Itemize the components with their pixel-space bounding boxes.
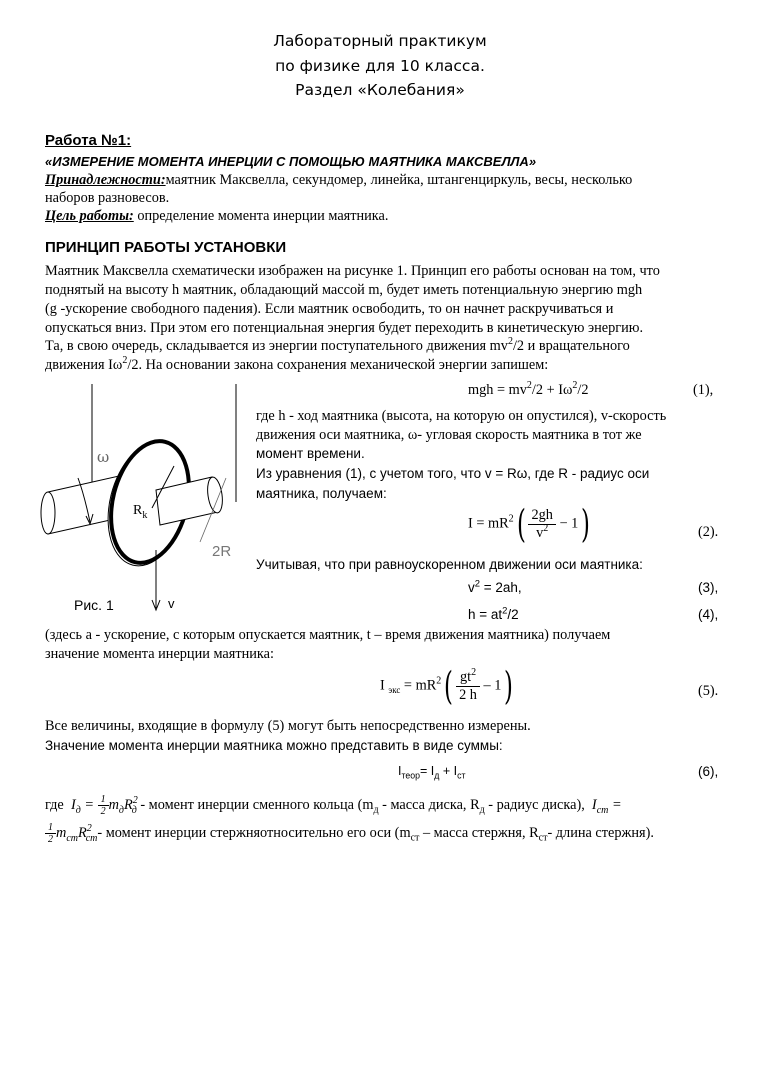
after1-line-1: где h - ход маятника (высота, на которую он опустился), v-скорость bbox=[256, 408, 667, 424]
supplies-line-2: наборов разновесов. bbox=[45, 190, 170, 206]
eq2-lhs: I = mR bbox=[468, 515, 509, 532]
figure-v-label: v bbox=[168, 596, 175, 611]
after4-line-2: значение момента инерции маятника: bbox=[45, 646, 274, 662]
eq5-sq: 2 bbox=[436, 675, 442, 687]
eq5-lparen: ( bbox=[444, 664, 454, 708]
intro-l6-a: движения Iω bbox=[45, 357, 123, 373]
final-id-mid: - масса диска, R bbox=[378, 796, 480, 813]
equation-5 bbox=[380, 664, 516, 708]
eq3-a: v bbox=[468, 580, 475, 595]
figure-rk-sub: k bbox=[142, 510, 148, 521]
equation-2-number: (2). bbox=[698, 524, 719, 540]
intro-l6-c: /2. На основании закона сохранения механической энергии запишем: bbox=[127, 357, 549, 373]
eq2-minus-one: − 1 bbox=[559, 515, 579, 532]
eq6-a-sub: теор bbox=[401, 770, 420, 781]
final-line-2 bbox=[45, 822, 654, 845]
eq6-b-sub: д bbox=[434, 770, 440, 781]
rod-inertia-lhs: $I_{ст}$ = bbox=[588, 796, 622, 816]
eq5-minus-one: – 1 bbox=[483, 677, 502, 694]
final-ist-text: - момент инерции стержняотносительно его оси (m bbox=[97, 824, 411, 841]
sum-intro-line: Значение момента инерции маятника можно представить в виде суммы: bbox=[45, 738, 503, 753]
eq5-denominator: 2 h bbox=[459, 686, 477, 703]
eq4-c: /2 bbox=[507, 607, 519, 622]
eq6-c: + I bbox=[439, 764, 458, 778]
eq1-a: mgh = mv bbox=[468, 382, 527, 398]
eq1-sup1: 2 bbox=[526, 380, 532, 392]
equation-4-number: (4), bbox=[698, 607, 719, 622]
section-title: ПРИНЦИП РАБОТЫ УСТАНОВКИ bbox=[45, 239, 287, 256]
final-line-1 bbox=[45, 794, 622, 817]
uniform-motion-line: Учитывая, что при равноускоренном движении оси маятника: bbox=[256, 557, 643, 572]
eq2-denominator bbox=[528, 522, 555, 542]
eq5-fraction bbox=[456, 666, 480, 704]
work-number: Работа №1: bbox=[45, 132, 132, 149]
eq6-c-sub: ст bbox=[457, 770, 466, 781]
eq3-c: = 2ah, bbox=[480, 580, 522, 595]
eq5-eq: = mR bbox=[400, 677, 437, 694]
after1-line-3: момент времени. bbox=[256, 446, 365, 461]
eq4-a: h = at bbox=[468, 607, 503, 622]
intro-line-6 bbox=[45, 357, 548, 374]
eq5-lhs: I bbox=[380, 677, 385, 694]
intro-line-2: поднятый на высоту h маятник, обладающий массой m, будет иметь потенциальную энергию mgh bbox=[45, 282, 643, 298]
intro-line-4: опускаться вниз. При этом его потенциальная энергия будет переходить в кинетическую энергию. bbox=[45, 320, 644, 336]
final-ist-sub1: ст bbox=[410, 832, 420, 844]
eq2-numerator: 2gh bbox=[528, 507, 555, 525]
measured-line: Все величины, входящие в формулу (5) могут быть непосредственно измерены. bbox=[45, 718, 531, 734]
eq2-rparen: ) bbox=[581, 502, 591, 546]
goal-label: Цель работы: bbox=[45, 208, 134, 224]
equation-1-number: (1), bbox=[693, 382, 714, 398]
after1-line-4: Из уравнения (1), с учетом того, что v = Rω, где R - радиус оси bbox=[256, 466, 650, 481]
eq3-sup: 2 bbox=[474, 578, 480, 590]
intro-line-1: Маятник Максвелла схематически изображен на рисунке 1. Принцип его работы основан на том, что bbox=[45, 263, 660, 279]
equation-2 bbox=[468, 502, 593, 546]
final-ist-sub2: ст bbox=[538, 832, 548, 844]
eq5-rparen: ) bbox=[504, 664, 514, 708]
figure-rk-r: R bbox=[133, 503, 143, 518]
eq5-numerator bbox=[456, 666, 480, 687]
eq6-a: I bbox=[398, 764, 402, 778]
figure-omega-label: ω bbox=[97, 448, 110, 466]
eq4-sup: 2 bbox=[502, 605, 508, 617]
eq6-b: = I bbox=[420, 764, 435, 778]
eq1-sup2: 2 bbox=[572, 380, 578, 392]
eq2-sq: 2 bbox=[508, 513, 514, 525]
header-line-1: Лабораторный практикум bbox=[273, 32, 487, 50]
supplies-text-1: маятник Максвелла, секундомер, линейка, штангенциркуль, весы, несколько bbox=[165, 172, 633, 188]
equation-1 bbox=[468, 382, 589, 399]
eq1-e: /2 bbox=[577, 382, 589, 398]
intro-l5-c: /2 и вращательного bbox=[512, 338, 630, 354]
goal-text: определение момента инерции маятника. bbox=[133, 208, 389, 224]
eq5-num-sq: 2 bbox=[471, 666, 477, 678]
equation-6 bbox=[398, 764, 466, 781]
equation-5-number: (5). bbox=[698, 683, 719, 699]
rod-inertia-formula: $\frac{1}{2}$ $m_{ст}R^2_{ст}$ bbox=[45, 825, 97, 841]
eq1-c: /2 + Iω bbox=[531, 382, 573, 398]
supplies-label: Принадлежности: bbox=[45, 172, 166, 188]
header-line-2: по физике для 10 класса. bbox=[275, 57, 485, 75]
final-id-sub2: д bbox=[479, 804, 485, 816]
disk-inertia-formula: $I_д$ = $\frac{1}{2}$ $m_дR^2_д$ bbox=[70, 794, 138, 817]
final-id-text: - момент инерции сменного кольца (m bbox=[140, 796, 374, 813]
eq2-den-sq: 2 bbox=[543, 522, 549, 534]
intro-l6-sup: 2 bbox=[122, 355, 128, 367]
intro-line-3: (g -ускорение свободного падения). Если маятник освободить, то он начнет раскручиваться и bbox=[45, 301, 614, 317]
eq2-lparen: ( bbox=[516, 502, 526, 546]
eq5-num-gt: gt bbox=[459, 668, 472, 685]
goal-line bbox=[45, 208, 388, 225]
intro-line-5 bbox=[45, 338, 630, 355]
figure-caption: Рис. 1 bbox=[74, 597, 114, 613]
equation-3 bbox=[468, 580, 522, 595]
final-id-sub1: д bbox=[373, 804, 379, 816]
intro-l5-sup: 2 bbox=[507, 336, 513, 348]
work-title: «ИЗМЕРЕНИЕ МОМЕНТА ИНЕРЦИИ С ПОМОЩЬЮ МАЯТНИКА МАКСВЕЛЛА» bbox=[45, 154, 537, 169]
equation-6-number: (6), bbox=[698, 764, 719, 779]
equation-3-number: (3), bbox=[698, 580, 719, 595]
figure-2r-label: 2R bbox=[212, 543, 232, 560]
eq5-sub: экс bbox=[388, 685, 401, 696]
figure-axle-left-end bbox=[41, 492, 55, 534]
intro-l5-a: Та, в свою очередь, складывается из энергии поступательного движения mv bbox=[45, 338, 508, 354]
final-ist-end: - длина стержня). bbox=[547, 824, 654, 841]
equation-4 bbox=[468, 607, 519, 622]
eq2-den-v: v bbox=[536, 524, 544, 541]
final-ist-mid: – масса стержня, R bbox=[419, 824, 539, 841]
final-id-end: - радиус диска), bbox=[484, 796, 585, 813]
header-line-3: Раздел «Колебания» bbox=[295, 81, 465, 99]
final-where: где bbox=[45, 796, 64, 813]
supplies-line-1 bbox=[45, 172, 632, 189]
after1-line-5: маятника, получаем: bbox=[256, 486, 387, 501]
after4-line-1: (здесь a - ускорение, с которым опускается маятник, t – время движения маятника) получаем bbox=[45, 627, 611, 643]
eq2-fraction bbox=[528, 507, 555, 542]
after1-line-2: движения оси маятника, ω- угловая скорость маятника в тот же bbox=[256, 427, 642, 443]
maxwell-pendulum-figure bbox=[40, 384, 260, 624]
